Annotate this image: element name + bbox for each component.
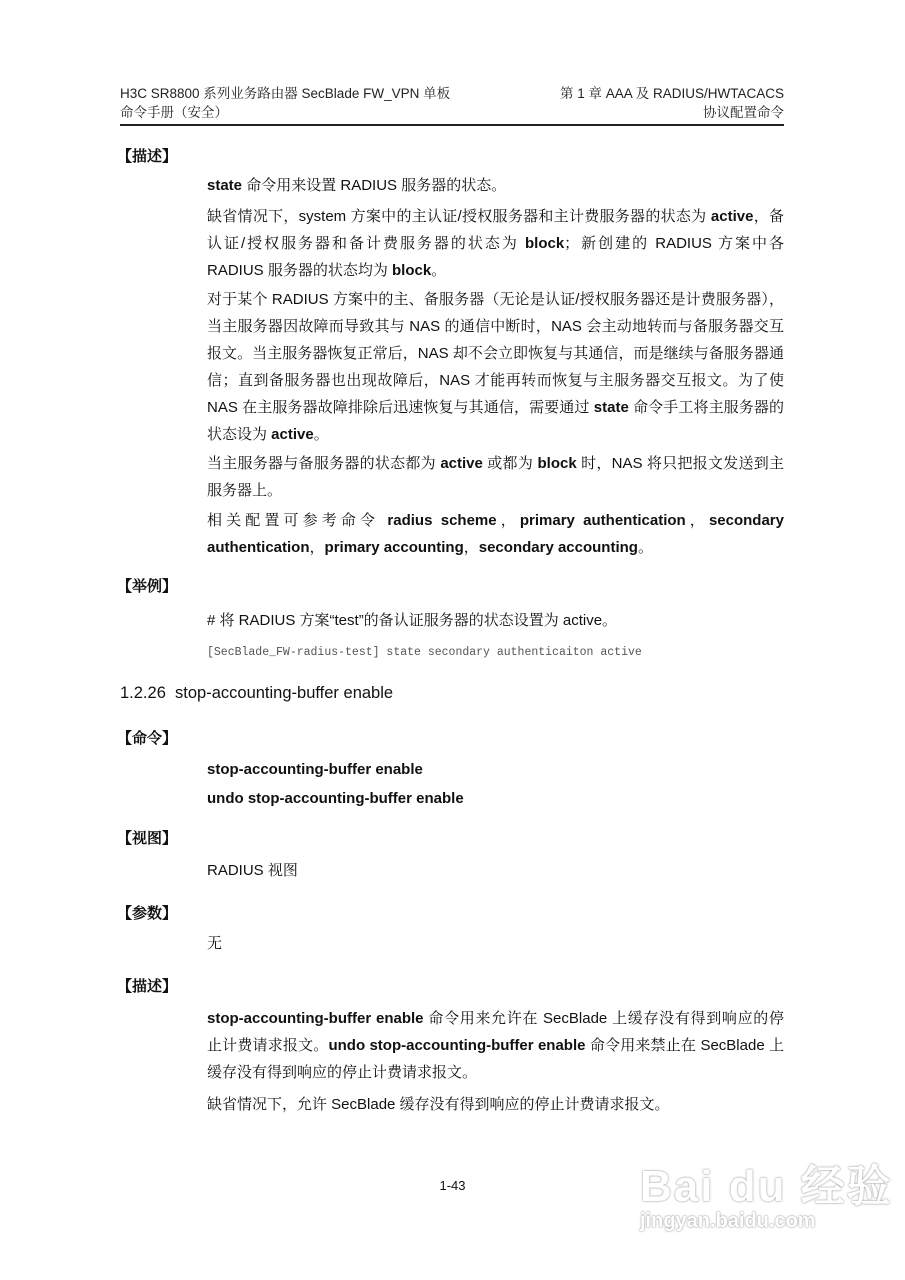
bold-term: primary authentication [519,512,686,529]
bold-term: block [524,235,565,252]
bold-term: primary accounting [324,539,464,556]
section-number: 1.2.26 [120,684,166,702]
example-text: # 将 RADIUS 方案“test”的备认证服务器的状态设置为 active。 [207,612,618,629]
command-2: undo stop-accounting-buffer enable [207,790,464,807]
bold-term: block [537,455,577,472]
text-segment: 命令用来禁止在 SecBlade 上缓存没有得到响应的停止计费请求报文。 [207,1037,785,1081]
bold-term: state [593,399,629,416]
text-segment: 缺省情况下，system 方案中的主认证/授权服务器和主计费服务器的状态为 [207,208,711,225]
bold-term: active [271,426,314,443]
header-left [120,84,450,122]
header-title: H3C SR8800 系列业务路由器 SecBlade FW_VPN 单板 [120,86,451,101]
text-segment: 相关配置可参考命令 [207,512,388,529]
bold-term: active [440,455,483,472]
header-right [560,84,784,122]
header-chapter-sub: 协议配置命令 [703,105,784,120]
desc2-p1 [207,1091,784,1118]
desc1-p4 [207,507,784,561]
params-text: 无 [207,935,223,952]
page-number: 1-43 [439,1178,466,1193]
desc1-p1 [207,203,784,284]
text-segment: ， [685,512,709,529]
section-title: stop-accounting-buffer enable [175,684,394,702]
bold-term: secondary accounting [478,539,638,556]
label-description-2: 【描述】 [117,978,178,995]
header-rule [120,124,784,126]
text-segment: ；新创建的 RADIUS 方案中各 RADIUS 服务器的状态均为 [207,235,785,279]
text-segment: 命令手工将主服务器的状态设为 [207,399,784,443]
label-description: 【描述】 [117,148,178,165]
label-view: 【视图】 [117,830,178,847]
text-segment: 命令用来设置 RADIUS 服务器的状态。 [242,177,507,194]
text-segment: 当主服务器与备服务器的状态都为 [207,455,441,472]
label-example: 【举例】 [117,578,178,595]
desc1-p3 [207,450,784,504]
text-segment: 对于某个 RADIUS 方案中的主、备服务器（无论是认证/授权服务器还是计费服务器），当主服务器因故障而导致其与 NAS 的通信中断时，NAS 会主动地转而与备服务器交互报文。当主服务器恢复正常后，NAS 却不会立即恢复与其通信，而是继续与备服务器通信；直到备服务器也出现故障后，NAS 才能再转而恢复与主服务器交互报文。为了使 NAS 在主服务器故障排除后迅速恢复与其通信，需要通过 [207,291,784,416]
text-segment: 命令用来允许在 SecBlade 上缓存没有得到响应的停止计费请求报文。 [207,1010,784,1054]
example-code: [SecBlade_FW-radius-test] state secondary authenticaiton active [207,646,642,659]
text-segment: 或都为 [482,455,538,472]
text-segment: 。 [431,262,447,279]
desc2-p0 [207,1005,784,1086]
text-segment: ， [463,539,479,556]
text-segment: ， [309,539,325,556]
desc1-p0 [207,172,784,199]
label-params: 【参数】 [117,905,178,922]
bold-term: secondary authentication [207,512,784,556]
text-segment: 时，NAS 将只把报文发送到主服务器上。 [207,455,784,499]
section-heading [120,684,393,703]
view-text: RADIUS 视图 [207,862,298,879]
bold-term: block [392,262,432,279]
command-1: stop-accounting-buffer enable [207,761,423,778]
text-segment: 缺省情况下，允许 SecBlade 缓存没有得到响应的停止计费请求报文。 [207,1096,670,1113]
text-segment: ， [496,512,520,529]
header-subtitle: 命令手册（安全） [120,105,228,120]
bold-term: stop-accounting-buffer enable [207,1010,424,1027]
baidu-watermark-logo: Bai du 经验 jingyan.baidu.com [640,1162,893,1232]
bold-term: state [207,177,243,194]
header-chapter: 第 1 章 AAA 及 RADIUS/HWTACACS [559,86,784,101]
label-command: 【命令】 [117,730,178,747]
text-segment: 。 [313,426,329,443]
desc1-p2 [207,286,784,448]
bold-term: active [710,208,754,225]
text-segment: 。 [637,539,653,556]
bold-term: radius scheme [387,512,497,529]
bold-term: undo stop-accounting-buffer enable [328,1037,586,1054]
text-segment: ，备认证/授权服务器和备计费服务器的状态为 [207,208,784,252]
